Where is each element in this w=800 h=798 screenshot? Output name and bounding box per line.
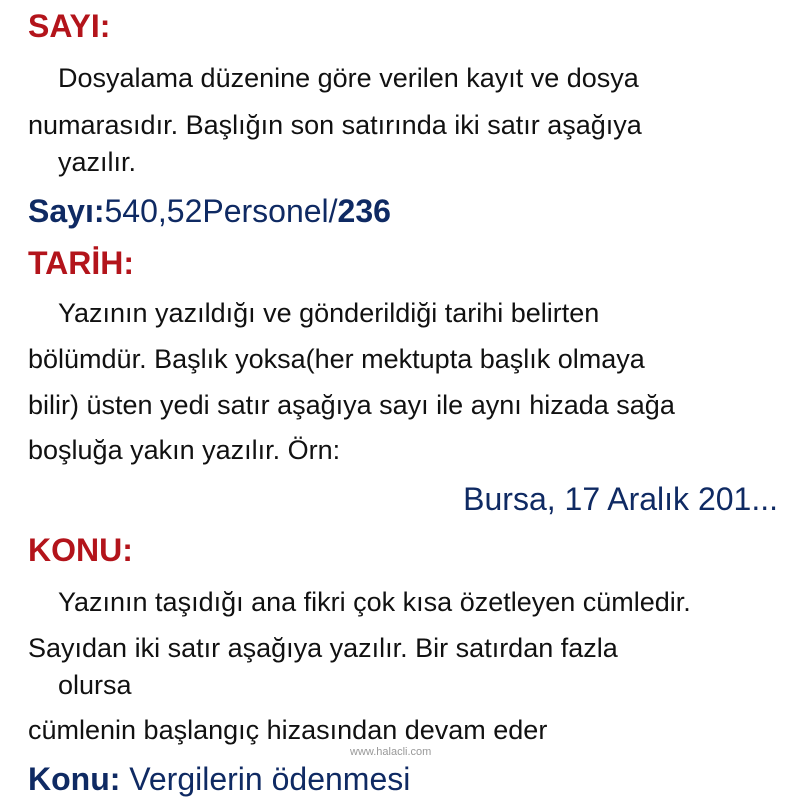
konu-text-line-3: olursa (58, 670, 132, 700)
konu-text-line-2: Sayıdan iki satır aşağıya yazılır. Bir satırdan fazla (28, 633, 618, 663)
konu-text-line-1: Yazının taşıdığı ana fikri çok kısa özetleyen cümledir. (58, 587, 691, 617)
konu-example (28, 761, 410, 798)
konu-example-label: Konu: (28, 761, 121, 797)
sayi-text-line-1: Dosyalama düzenine göre verilen kayıt ve dosya (58, 63, 639, 93)
konu-example-value: Vergilerin ödenmesi (129, 761, 411, 797)
sayi-heading: SAYI: (28, 8, 111, 44)
sayi-example-number: 540,52Personel/ (104, 193, 338, 229)
watermark: www.halacli.com (350, 746, 432, 758)
sayi-text-line-3: yazılır. (58, 147, 137, 177)
konu-text-line-4: cümlenin başlangıç hizasından devam eder (28, 715, 548, 745)
konu-heading: KONU: (28, 532, 133, 568)
sayi-example (28, 193, 391, 230)
tarih-example: Bursa, 17 Aralık 201... (463, 481, 778, 517)
sayi-example-label: Sayı: (28, 193, 105, 229)
tarih-text-line-4: boşluğa yakın yazılır. Örn: (28, 435, 341, 465)
tarih-text-line-1: Yazının yazıldığı ve gönderildiği tarihi belirten (58, 298, 600, 328)
tarih-heading: TARİH: (28, 245, 135, 281)
tarih-text-line-2: bölümdür. Başlık yoksa(her mektupta başlık olmaya (28, 344, 645, 374)
tarih-text-line-3: bilir) üsten yedi satır aşağıya sayı ile aynı hizada sağa (28, 390, 675, 420)
sayi-example-suffix: 236 (337, 193, 391, 229)
sayi-text-line-2: numarasıdır. Başlığın son satırında iki satır aşağıya (28, 110, 642, 140)
